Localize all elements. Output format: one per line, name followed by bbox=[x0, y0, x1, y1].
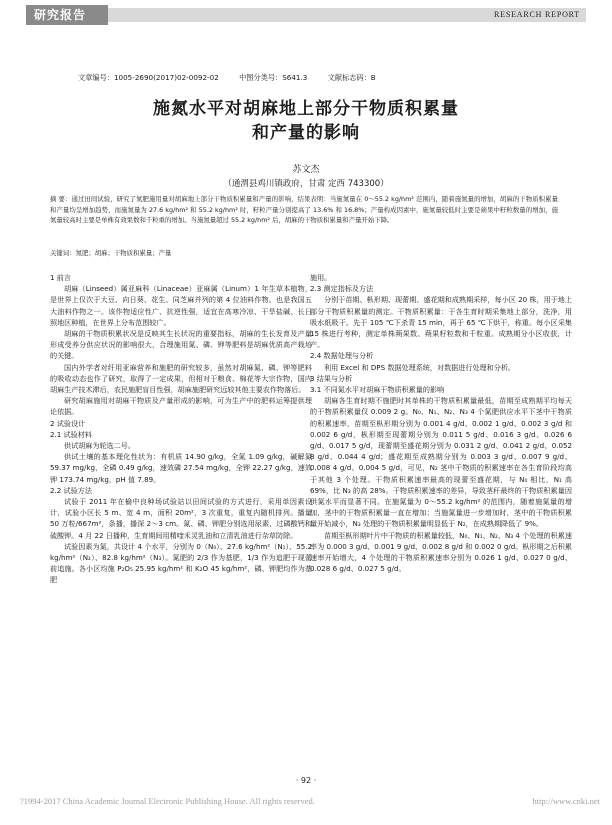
abstract: 摘 要：通过田间试验，研究了氮肥施用量对胡麻地上部分干物质积累量和产量的影响，结果表明：当施氮量在 0～55.2 kg/hm² 范围内，随着施氮量的增加，胡麻的干物质积累量和产量均呈增加趋势，而施氮量为 27.6 kg/hm² 和 55.2 kg/hm² 时，籽粒产量分别提高了 13.6% 和 16.8%；产量构成因素中，施氮量较低时主要是蒴果中籽粒数量的增加，施氮量较高时主要是单株有效果数和千粒重的增加。当施氮量超过 55.2 kg/hm² 后，胡麻的干物质积累量和产量开始下降。 bbox=[50, 195, 558, 224]
section-heading: 1 前言 bbox=[50, 273, 71, 282]
paragraph: 胡麻的干物质积累状况是反映其生长状况的重要指标，胡麻的生长发育及产量形成受养分供应状况的影响很大，合理施用氮、磷、钾等肥料是胡麻优质高产栽培的关键。 bbox=[50, 329, 312, 361]
paragraph: 国内外学者对纤用亚麻营养和施肥的研究较多，虽然对胡麻氮、磷、钾等肥料的吸收动态也作了研究，取得了一定成果，但相对于粮食、棉花等大宗作物，国内胡麻生产技术滞后，农民施肥盲目性强，胡麻施肥研究远较其他主要农作物落后。 bbox=[50, 362, 312, 395]
paragraph: 利用 Excel 和 DPS 数据处理系统，对数据进行处理和分析。 bbox=[324, 362, 516, 372]
section-tab bbox=[26, 5, 108, 25]
paragraph: 试验因素为氮，共设计 4 个水平，分别为 0（N₀）、27.6 kg/hm²（N₁）、55.2 kg/hm²（N₂）、82.8 kg/hm²（N₃）。氮肥的 2/3 作为基肥，1/3 作为追肥于现蕾前追施。各小区均施 P₂O₅ 25.95 kg/hm² 和 K₂O 45 kg/hm²，磷、钾肥均作为基肥 bbox=[50, 541, 312, 585]
paragraph: 研究胡麻施用对胡麻干物质及产量形成的影响，可为生产中的肥料运筹提供理论依据。 bbox=[50, 396, 312, 417]
section-tab-label: 研究报告 bbox=[34, 8, 87, 22]
section-heading: 2 试验设计 bbox=[50, 418, 86, 428]
keywords: 关键词：氮肥；胡麻；干物质积累量；产量 bbox=[50, 249, 172, 257]
left-column bbox=[50, 272, 312, 586]
article-number: 文章编号：1005-2690(2017)02-0092-02 bbox=[78, 73, 219, 82]
paragraph: 2.1 试验材料 bbox=[50, 429, 92, 439]
paragraph: 胡麻（Linseed）属亚麻科（Linaceae）亚麻属（Linum）1 年生草本植物，是世界上仅次于大豆、向日葵、花生、同芝麻并列的第 4 位油料作物。也是我国五大油料作物之一。该作物适应性广、抗逆性强，适宜在高寒冷凉、干旱盐碱、长日照地区种植，在世界上分布范围较广。 bbox=[50, 284, 312, 327]
paragraph: 试验于 2011 年在榆中良种场试验站以田间试验的方式进行，采用单因素设计，试验小区长 5 m、宽 4 m，面积 20m²，3 次重复，重复内随机排列。播量 50 万粒/667m²，条播，播深 2～3 cm。氮、磷、钾肥分别选用尿素、过磷酸钙和硫酸钾。4 月 22 日播种，生育期间用精喹禾灵乳油和立清乳油进行杂草防除。 bbox=[50, 497, 312, 540]
footer-url: http://www.cnki.net bbox=[532, 796, 600, 806]
section-heading: 3 结果与分析 bbox=[310, 373, 353, 383]
paper-title-line-1: 施氮水平对胡麻地上部分干物质积累量 bbox=[153, 99, 459, 119]
paragraph: 2.3 测定指标及方法 bbox=[310, 284, 374, 294]
paragraph: 分别于苗期、枞形期、现蕾期、盛花期和成熟期采样，每小区 20 株，用于地上部分干物质积累量的测定。干物质积累量：于各生育时期采集地上部分，洗净，用吸水纸吸干。先于 105 ℃下杀青 15 min，再于 65 ℃下烘干，称重。每小区采集 15 株进行考种，测定单株蒴果数、蒴果籽粒数和千粒重。成熟期分小区收获，计产。 bbox=[310, 295, 572, 350]
paragraph: 3.1 不同氮水平对胡麻干物质积累量的影响 bbox=[310, 385, 445, 395]
author: 苏文杰 bbox=[292, 165, 320, 175]
paragraph: 施用。 bbox=[310, 273, 332, 282]
paper-title-line-2: 和产量的影响 bbox=[252, 123, 360, 143]
right-column bbox=[310, 272, 572, 574]
paragraph: 2.4 数据处理与分析 bbox=[310, 351, 374, 361]
footer bbox=[20, 796, 600, 806]
copyright-notice: ?1994-2017 China Academic Journal Electronic Publishing House. All rights reserved. bbox=[20, 796, 315, 806]
article-meta bbox=[78, 73, 394, 83]
paragraph: 胡麻各生育时期不施肥时其单株的干物质积累量最低，苗期至成熟期平均每天的干物质积累量仅 0.009 2 g。N₀、N₁、N₂、N₃ 4 个氮肥供应水平下茎中干物质的积累速率，苗期至枞形期分别为 0.001 4 g/d、0.002 1 g/d、0.002 3 g/d 和 0.002 6 g/d，枞形期至现蕾期分别为 0.011 5 g/d、0.016 3 g/d、0.026 6 g/d、0.017 5 g/d，现蕾期至盛花期分别为 0.031 2 g/d、0.041 2 g/d、0.052 8 g/d、0.044 4 g/d；盛花期至成熟期分别为 0.003 3 g/d、0.007 9 g/d、0.008 4 g/d、0.004 5 g/d，可见，N₂ 茎中干物质的积累速率在各生育阶段均高于其他 3 个处理。干物质积累速率最高的现蕾至盛花期，与 N₀ 相比，N₁ 高 69%，比 N₃ 的高 28%。干物质积累速率的差异，导致茎秆最终的干物质积累量因供氮水平而显著不同。在施氮量为 0～55.2 kg/hm² 的范围内，随着施氮量的增加，茎中的干物质积累量一直在增加；当施氮量进一步增加时，茎中的干物质积累量开始减小，N₃ 处理的干物质积累量明显低于 N₂，在成熟期降低了 9%。 bbox=[310, 396, 572, 529]
journal-section-label: RESEARCH REPORT bbox=[494, 10, 580, 19]
paragraph: 供试土壤的基本理化性状为：有机质 14.90 g/kg，全氮 1.09 g/kg，碱解氮 59.37 mg/kg，全磷 0.49 g/kg，速效磷 27.54 mg/kg，全钾 22.27 g/kg，速效钾 173.74 mg/kg，pH 值 7.89。 bbox=[50, 452, 312, 484]
paragraph: 苗期至枞形期叶片中干物质的积累量较低，N₀、N₁、N₂、N₃ 4 个处理的积累速率为 0.000 3 g/d、0.001 9 g/d、0.002 8 g/d 和 0.002 0 g/d。枞形期之后积累速率开始增大，4 个处理的干物质积累速率分别为 0.026 1 g/d、0.027 0 g/d、0.028 6 g/d、0.027 5 g/d。 bbox=[310, 530, 572, 574]
paragraph: 2.2 试验方法 bbox=[50, 485, 92, 495]
document-code: 文献标志码：B bbox=[327, 73, 376, 82]
page-number: · 92 · bbox=[295, 776, 317, 785]
affiliation: （通渭县鸡川镇政府，甘肃 定西 743300） bbox=[223, 179, 389, 189]
paragraph: 供试胡麻为轮选二号。 bbox=[64, 441, 135, 451]
clc-number: 中图分类号：S641.3 bbox=[239, 73, 308, 82]
